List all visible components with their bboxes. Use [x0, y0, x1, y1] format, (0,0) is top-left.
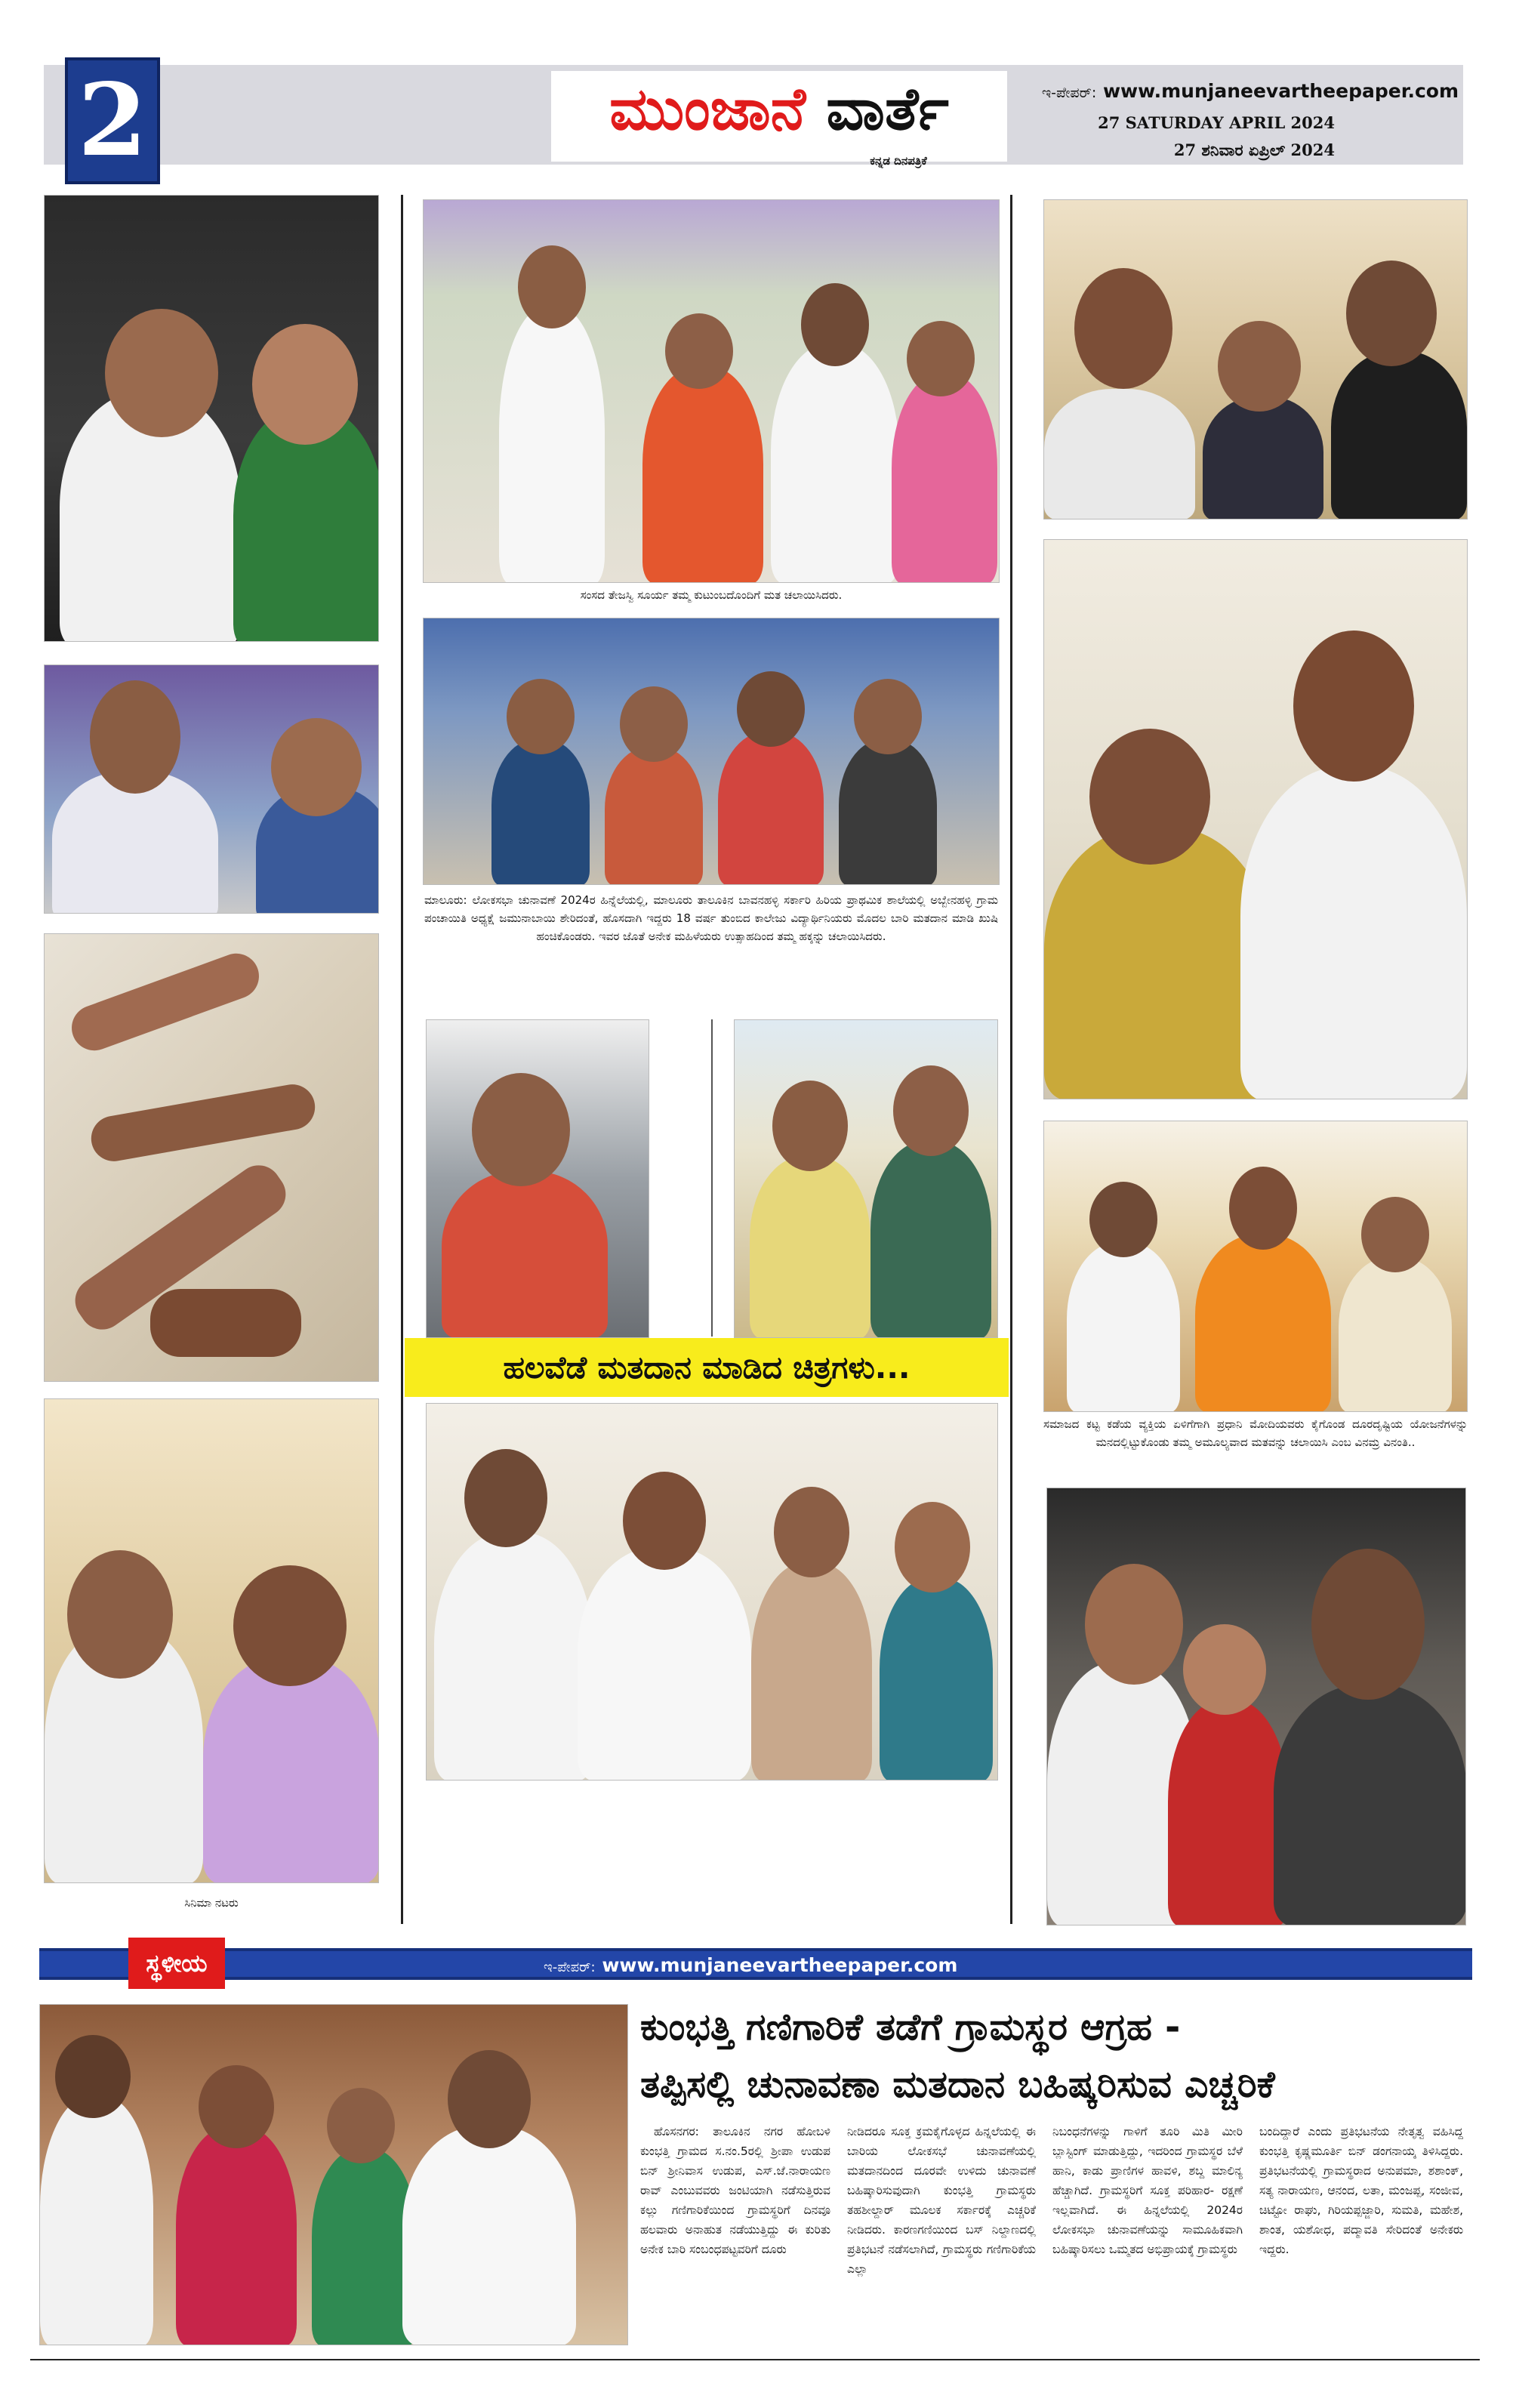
masthead-word-red: ಮುಂಜಾನೆ — [609, 76, 806, 143]
footer-rule — [30, 2359, 1480, 2360]
article-headline-2: ತಪ್ಪಿಸಲ್ಲಿ ಚುನಾವಣಾ ಮತದಾನ ಬಹಿಷ್ಕರಿಸುವ ಎಚ್ಚರಿಕೆ — [640, 2063, 1275, 2106]
photo-mother-daughter — [734, 1019, 998, 1338]
epaper-url: www.munjaneevartheepaper.com — [1102, 80, 1459, 102]
photo-couple-selfie — [44, 195, 379, 642]
photo-couple-door — [1043, 539, 1468, 1099]
photo-tejasvi-family — [423, 199, 1000, 583]
photo-ramakrishna-family — [426, 1403, 998, 1781]
article-column-3: ನಿಬಂಧನೆಗಳನ್ನು ಗಾಳಿಗೆ ತೂರಿ ಮಿತಿ ಮೀರಿ ಬ್ಲಾಸ್ಟಿಂಗ್ ಮಾಡುತ್ತಿದ್ದು, ಇದರಿಂದ ಗ್ರಾಮಸ್ಥರ ಬೆಳೆ ಹಾನಿ, ಕಾಡು ಪ್ರಾಣಿಗಳ ಹಾವಳಿ, ಶಬ್ದ ಮಾಲಿನ್ಯ ಹೆಚ್ಚಾಗಿದೆ. ಗ್ರಾಮಸ್ಥರಿಗೆ ಸೂಕ್ತ ಪರಿಹಾರ- ರಕ್ಷಣೆ ಇಲ್ಲವಾಗಿದೆ. ಈ ಹಿನ್ನಲೆಯಲ್ಲಿ 2024ರ ಲೋಕಸಭಾ ಚುನಾವಣೆಯನ್ನು ಸಾಮೂಹಿಕವಾಗಿ ಬಹಿಷ್ಕಾರಿಸಲು ಒಮ್ಮತದ ಅಭಿಪ್ರಾಯಕ್ಕೆ ಗ್ರಾಮಸ್ಥರು — [1052, 2125, 1243, 2256]
date-kannada: 27 ಶನಿವಾರ ಏಪ್ರಿಲ್ 2024 — [1173, 140, 1335, 159]
photo-malur-voters — [423, 618, 1000, 885]
photo-villagers-protest — [39, 2004, 628, 2345]
photo-elderly-couple — [44, 664, 379, 914]
local-label: ಸ್ಥಳೀಯ — [128, 1938, 225, 1989]
article-column-1: ಹೊಸನಗರ: ತಾಲೂಕಿನ ನಗರ ಹೋಬಳಿ ಕುಂಭತ್ತಿ ಗ್ರಾಮದ ಸ.ನಂ.5ರಲ್ಲಿ ಶ್ರೀಪಾ ಉಡುಪ ಬಿನ್ ಶ್ರೀನಿವಾಸ ಉಡುಪ, ಎಸ್.ಜೆ.ನಾರಾಯಣ ರಾವ್ ಎಂಬುವವರು ಜಂಟಿಯಾಗಿ ನಡೆಸುತ್ತಿರುವ ಕಲ್ಲು ಗಣಿಗಾರಿಕೆಯಿಂದ ಗ್ರಾಮಸ್ಥರಿಗೆ ದಿನವೂ ಹಲವಾರು ಅನಾಹುತ ನಡೆಯುತ್ತಿದ್ದು ಈ ಕುರಿತು ಅನೇಕ ಬಾರಿ ಸಂಬಂಧಪಟ್ಟವರಿಗೆ ದೂರು — [640, 2125, 830, 2256]
photo-trio-selfie — [1043, 199, 1468, 520]
photo-saffron-shawl — [1043, 1121, 1468, 1412]
local-epaper-url: www.munjaneevartheepaper.com — [602, 1954, 958, 1976]
masthead-tagline: ಕನ್ನಡ ದಿನಪತ್ರಿಕೆ — [870, 154, 927, 168]
photo-cinema-actors — [44, 1398, 379, 1883]
article-column-4: ಬಂದಿದ್ದಾರೆ ಎಂದು ಪ್ರತಿಭಟನೆಯ ನೇತೃತ್ವ ವಹಿಸಿದ್ದ ಕುಂಭತ್ತಿ ಕೃಷ್ಣಮೂರ್ತಿ ಬಿನ್ ಡಂಗನಾಯ್ಕ ತಿಳಿಸಿದ್ದರು. ಪ್ರತಿಭಟನೆಯಲ್ಲಿ ಗ್ರಾಮಸ್ಥರಾದ ಅನುಪಮಾ, ಶಶಾಂಕ್, ಸತ್ಯ ನಾರಾಯಣ, ಆನಂದ, ಲತಾ, ಮಂಜಪ್ಪ, ಸಂಜೀವ, ಚಿಟ್ಟೋ ರಾಘು, ಗಿರಿಯಪ್ಪಜ್ಜಾರಿ, ಸುಮತಿ, ಮಹೇಶ, ಶಾಂತ, ಯಶೋಧ, ಪದ್ಮಾವತಿ ಸೇರಿದಂತೆ ಅನೇಕರು ಇದ್ದರು. — [1259, 2125, 1463, 2256]
page-number: 2 — [78, 62, 147, 179]
feature-banner: ಹಲವೆಡೆ ಮತದಾನ ಮಾಡಿದ ಚಿತ್ರಗಳು... — [405, 1338, 1009, 1397]
caption-tejasvi: ಸಂಸದ ತೇಜಸ್ವಿ ಸೂರ್ಯ ತಮ್ಮ ಕುಟುಂಬದೊಂದಿಗೆ ಮತ ಚಲಾಯಿಸಿದರು. — [580, 588, 843, 602]
photo-inked-fingers — [44, 933, 379, 1382]
caption-ramakrishna — [426, 1784, 998, 1927]
column-rule-left — [401, 195, 403, 1924]
epaper-prefix: ಇ-ಪೇಪರ್: — [1041, 85, 1097, 101]
epaper-link-top[interactable] — [1021, 80, 1459, 106]
column-rule-right — [1010, 195, 1012, 1924]
epaper-link-local[interactable] — [544, 1951, 1072, 1980]
caption-cinema: ಸಿನಿಮಾ ನಟರು — [184, 1896, 239, 1910]
masthead-word-black: ವಾರ್ತೆ — [826, 76, 949, 143]
masthead-title — [551, 68, 1007, 151]
caption-saffron: ಸಮಾಜದ ಕಟ್ಟ ಕಡೆಯ ವ್ಯಕ್ತಿಯ ಏಳಿಗೆಗಾಗಿ ಪ್ರಧಾನಿ ಮೋದಿಯವರು ಕೈಗೊಂಡ ದೂರದೃಷ್ಟಿಯ ಯೋಜನೆಗಳನ್ನು ಮನದಲ್ಲಿಟ್ಟುಕೊಂಡು ತಮ್ಮ ಅಮೂಲ್ಯವಾದ ಮತವನ್ನು ಚಲಾಯಿಸಿ ಎಂಬ ವಿನಮ್ರ ವಿನಂತಿ.. — [1043, 1417, 1468, 1449]
article-headline-1: ಕುಂಭತ್ತಿ ಗಣಿಗಾರಿಕೆ ತಡೆಗೆ ಗ್ರಾಮಸ್ಥರ ಆಗ್ರಹ - — [640, 2006, 1181, 2049]
caption-malur: ಮಾಲೂರು: ಲೋಕಸಭಾ ಚುನಾವಣೆ 2024ರ ಹಿನ್ನೆಲೆಯಲ್ಲಿ, ಮಾಲೂರು ತಾಲೂಕಿನ ಬಾವನಹಳ್ಳಿ ಸರ್ಕಾರಿ ಹಿರಿಯ ಪ್ರಾಥಮಿಕ ಶಾಲೆಯಲ್ಲಿ ಅಬ್ಬೇನಹಳ್ಳಿ ಗ್ರಾಮ ಪಂಚಾಯಿತಿ ಅಧ್ಯಕ್ಷೆ ಜಮುನಾಬಾಯಿ ಶೇರಿದಂತೆ, ಹೊಸದಾಗಿ ಇದ್ದರು 18 ವರ್ಷ ತುಂಬಿದ ಕಾಲೇಜು ವಿದ್ಯಾರ್ಥಿನಿಯರು ಮೊದಲ ಬಾರಿ ಮತದಾನ ಮಾಡಿ ಖುಷಿ ಹಂಚಿಕೊಂಡರು. ಇವರ ಜೊತೆ ಅನೇಕ ಮಹಿಳೆಯರು ಉತ್ಸಾಹದಿಂದ ತಮ್ಮ ಹಕ್ಕನ್ನು ಚಲಾಯಿಸಿದರು. — [424, 893, 998, 943]
inner-rule — [711, 1019, 713, 1337]
photo-family-car — [1046, 1488, 1466, 1925]
date-english: 27 SATURDAY APRIL 2024 — [1098, 113, 1335, 132]
photo-man-car — [426, 1019, 649, 1338]
article-column-2: ನೀಡಿದರೂ ಸೂಕ್ತ ಕ್ರಮಕೈಗೊಳ್ಳದ ಹಿನ್ನಲೆಯಲ್ಲಿ ಈ ಬಾರಿಯ ಲೋಕಸಭೆ ಚುನಾವಣೆಯಲ್ಲಿ ಮತದಾನದಿಂದ ದೂರವೇ ಉಳಿದು ಚುನಾವಣೆ ಬಹಿಷ್ಕಾರಿಸುವುದಾಗಿ ಕುಂಭತ್ತಿ ಗ್ರಾಮಸ್ಥರು ತಹಶೀಲ್ದಾರ್ ಮೂಲಕ ಸರ್ಕಾರಕ್ಕೆ ಎಚ್ಚರಿಕೆ ನೀಡಿದರು. ಕಾರಣಗಣಿಯಿಂದ ಬಸ್ ನಿಲ್ದಾಣದಲ್ಲಿ ಪ್ರತಿಭಟನೆ ನಡೆಸಲಾಗಿದೆ, ಗ್ರಾಮಸ್ಥರು ಗಣಿಗಾರಿಕೆಯ ಎಲ್ಲಾ — [847, 2125, 1036, 2276]
local-epaper-prefix: ಇ-ಪೇಪರ್: — [544, 1959, 596, 1975]
